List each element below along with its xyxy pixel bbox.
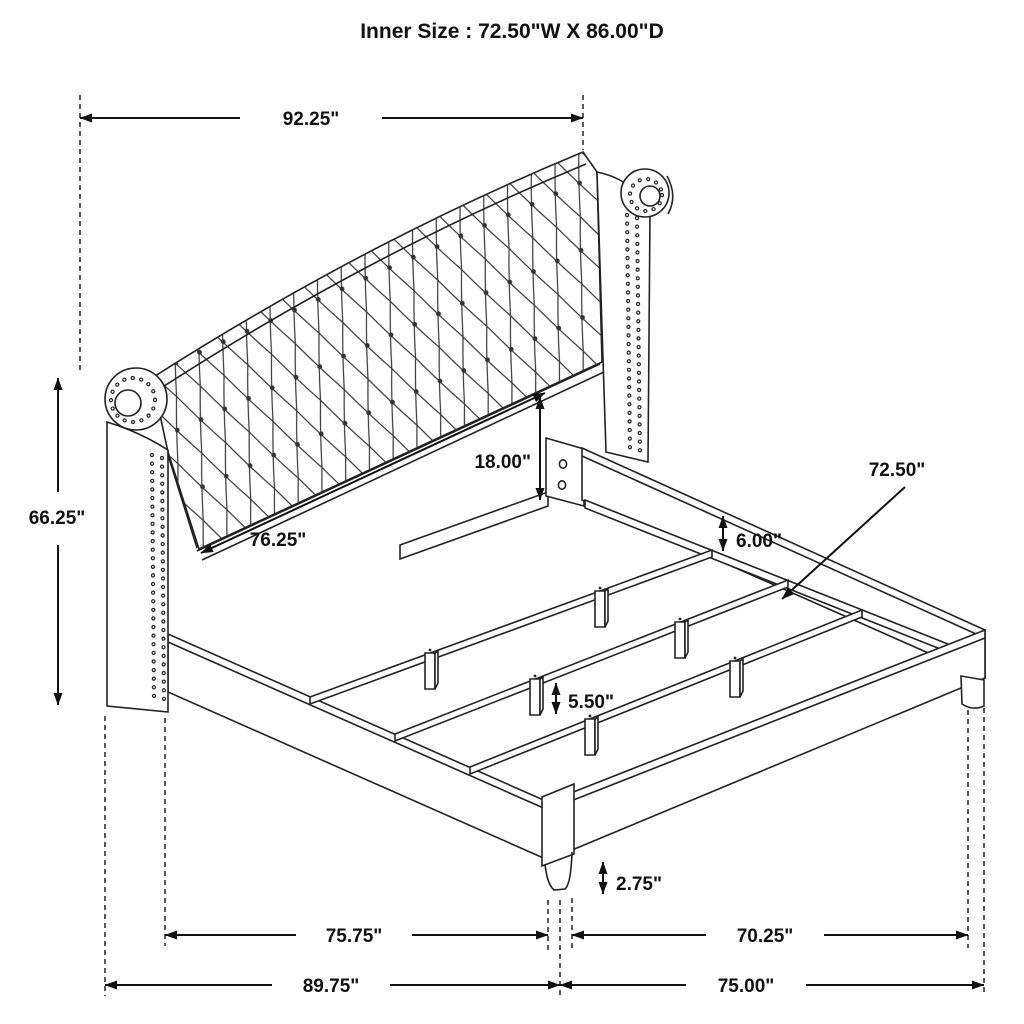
right-corner-leg (961, 676, 984, 708)
dim-label: 89.75" (302, 976, 360, 997)
rail-bracket-plate (546, 438, 584, 506)
dim-label: 70.25" (736, 926, 794, 947)
left-wing-post (105, 368, 168, 712)
dim-label: 75.00" (717, 976, 775, 997)
dim-label: 72.50" (868, 460, 926, 481)
dim-label: 76.25" (249, 530, 307, 551)
dim-label: 2.75" (616, 874, 662, 895)
diagram-title: Inner Size : 72.50"W X 86.00"D (360, 20, 664, 43)
dim-label: 66.25" (28, 508, 86, 529)
dim-label: 5.50" (568, 692, 614, 713)
dim-label: 75.75" (325, 926, 383, 947)
left-scroll (105, 368, 167, 430)
dim-label: 18.00" (474, 452, 531, 473)
dim-label: 92.25" (282, 109, 340, 130)
dim-label: 6.00" (736, 531, 782, 552)
